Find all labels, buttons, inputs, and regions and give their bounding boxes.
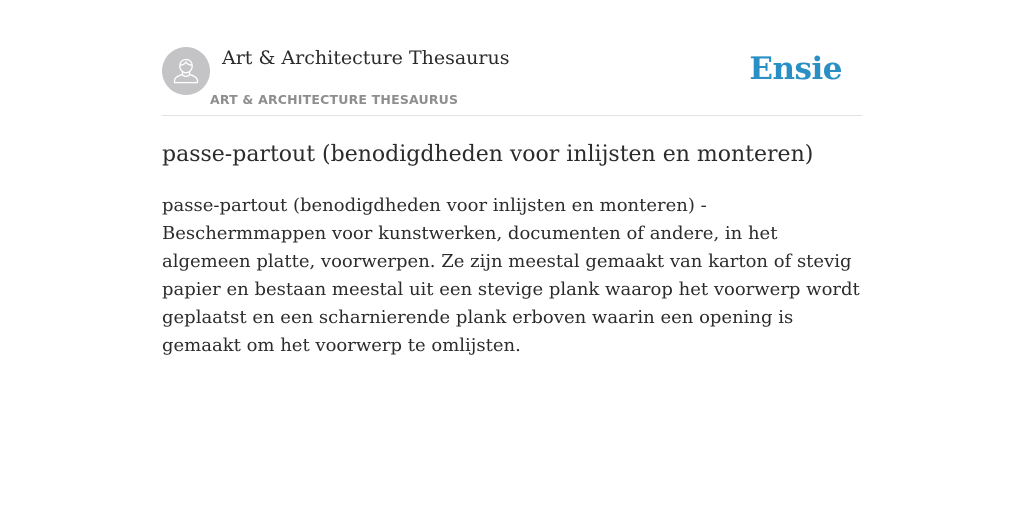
article-title: passe-partout (benodigdheden voor inlijsten en monteren) <box>162 142 814 167</box>
brand-logo[interactable]: Ensie <box>749 51 842 87</box>
avatar[interactable] <box>162 47 210 95</box>
article-header <box>162 0 862 116</box>
user-icon <box>162 47 210 95</box>
page-container <box>162 0 862 356</box>
category-label[interactable]: ART & ARCHITECTURE THESAURUS <box>210 92 459 107</box>
article-body: passe-partout (benodigdheden voor inlijsten en monteren) - Beschermmappen voor kunstwerken, documenten of andere, in het algemeen platte, voorwerpen. Ze zijn meestal gemaakt van karton of stevig papier en bestaan meestal uit een stevige plank waarop het voorwerp wordt geplaatst en een scharnierende plank erboven waarin een opening is gemaakt om het voorwerp te omlijsten. <box>162 195 860 356</box>
author-name[interactable]: Art & Architecture Thesaurus <box>222 47 510 69</box>
